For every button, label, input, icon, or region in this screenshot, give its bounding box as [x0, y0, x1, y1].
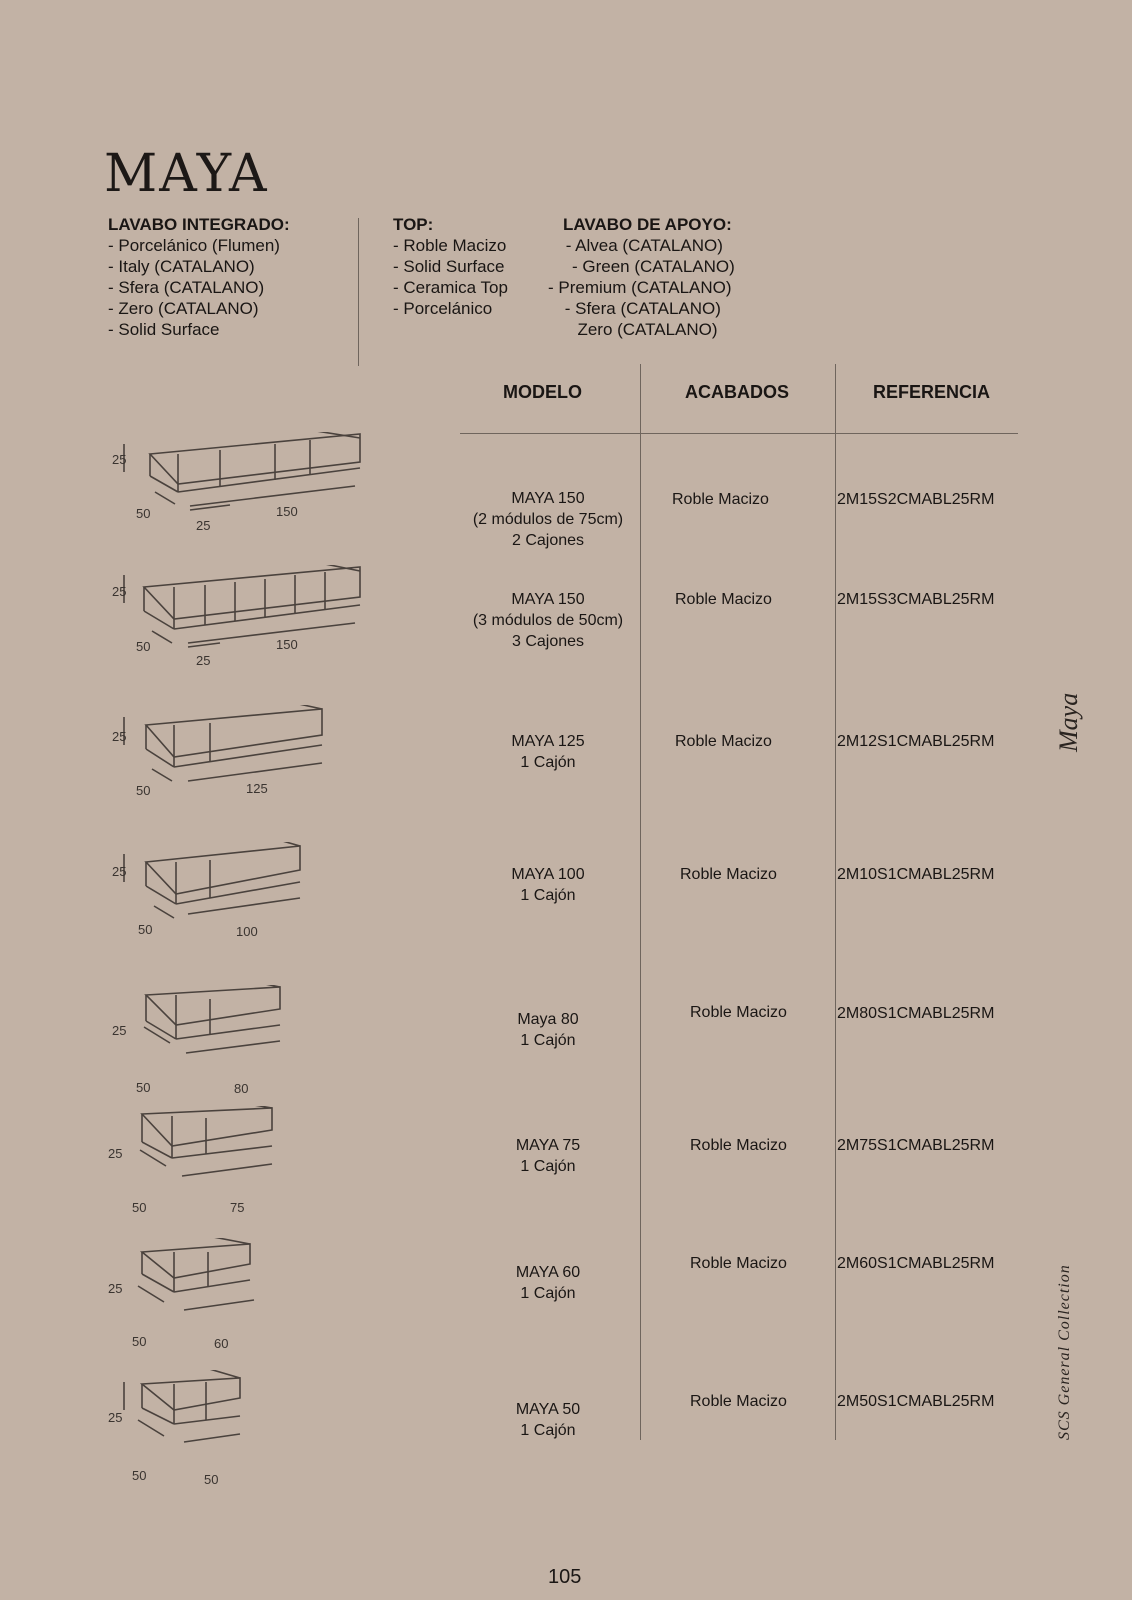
header-modelo: MODELO — [503, 382, 582, 402]
dim-width: 125 — [246, 781, 268, 796]
page-title: MAYA — [104, 144, 269, 204]
model-name: Maya 80 — [517, 1011, 579, 1028]
dim-height: 25 — [108, 1146, 123, 1161]
spec-lavabo-apoyo — [548, 214, 735, 340]
table-row-finish: Roble Macizo — [690, 1255, 787, 1272]
table-row-model — [458, 1262, 638, 1304]
table-row-finish: Roble Macizo — [690, 1004, 787, 1021]
spec-item: - Solid Surface — [393, 257, 505, 276]
model-name: MAYA 75 — [515, 1137, 581, 1154]
dim-depth: 50 — [136, 506, 151, 521]
header-divider — [460, 433, 1018, 434]
table-row-finish: Roble Macizo — [675, 733, 772, 750]
table-row-model — [458, 1399, 638, 1441]
dim-width: 150 — [276, 504, 298, 519]
side-label-collection: SCS General Collection — [1056, 1264, 1073, 1440]
page-number: 105 — [548, 1566, 582, 1588]
sketch-maya-125 — [100, 705, 340, 815]
model-drawers: 1 Cajón — [520, 1285, 576, 1302]
dim-height: 25 — [108, 1410, 123, 1425]
spec-item: - Sfera (CATALANO) — [560, 299, 721, 318]
spec-item: - Zero (CATALANO) — [108, 299, 259, 318]
dim-width: 50 — [204, 1472, 219, 1487]
model-drawers: 2 Cajones — [511, 532, 585, 549]
spec-item: - Italy (CATALANO) — [108, 257, 255, 276]
model-detail: (3 módulos de 50cm) — [472, 612, 624, 629]
dim-width: 60 — [214, 1336, 229, 1348]
dim-height: 25 — [112, 452, 127, 467]
spec-item: - Solid Surface — [108, 320, 220, 339]
dim-height: 25 — [112, 584, 127, 599]
spec-lavabo-integrado — [108, 214, 290, 340]
spec-heading: LAVABO INTEGRADO: — [108, 215, 290, 234]
sketch-maya-60 — [100, 1238, 300, 1348]
dim-width: 75 — [230, 1200, 245, 1215]
sketch-maya-50 — [100, 1370, 300, 1490]
spec-heading: LAVABO DE APOYO: — [563, 215, 732, 234]
dim-depth: 50 — [138, 922, 153, 937]
model-drawers: 1 Cajón — [520, 887, 576, 904]
table-row-finish: Roble Macizo — [680, 866, 777, 883]
model-name: MAYA 150 — [511, 490, 585, 507]
spec-item: - Green (CATALANO) — [572, 257, 735, 276]
spec-item: - Sfera (CATALANO) — [108, 278, 265, 297]
dim-height: 25 — [112, 864, 127, 879]
model-drawers: 1 Cajón — [520, 754, 576, 771]
table-row-finish: Roble Macizo — [672, 491, 769, 508]
spec-heading: TOP: — [393, 215, 434, 234]
table-row-ref: 2M15S3CMABL25RM — [837, 591, 995, 608]
model-drawers: 3 Cajones — [511, 633, 585, 650]
dim-width: 100 — [236, 924, 258, 939]
spec-item: Zero (CATALANO) — [568, 320, 718, 339]
column-divider — [835, 364, 836, 1440]
table-row-ref: 2M75S1CMABL25RM — [837, 1137, 995, 1154]
spec-item: - Alvea (CATALANO) — [561, 236, 723, 255]
sketch-maya-150-2 — [100, 432, 380, 542]
table-row-finish: Roble Macizo — [675, 591, 772, 608]
table-row-model — [458, 589, 638, 652]
dim-depth: 50 — [132, 1468, 147, 1483]
table-row-finish: Roble Macizo — [690, 1137, 787, 1154]
table-row-finish: Roble Macizo — [690, 1393, 787, 1410]
model-name: MAYA 50 — [515, 1401, 581, 1418]
dim-depth: 50 — [136, 783, 151, 798]
model-drawers: 1 Cajón — [520, 1032, 576, 1049]
spec-item: - Ceramica Top — [393, 278, 508, 297]
side-label: Maya — [1054, 692, 1083, 752]
table-row-model — [458, 864, 638, 906]
dim-depth: 50 — [136, 639, 151, 654]
model-name: MAYA 100 — [511, 866, 585, 883]
spec-item: - Porcelánico (Flumen) — [108, 236, 280, 255]
header-acabados: ACABADOS — [685, 382, 790, 402]
dim-width: 150 — [276, 637, 298, 652]
dim-width: 80 — [234, 1081, 249, 1095]
dim-depth: 50 — [132, 1200, 147, 1215]
divider — [358, 218, 359, 366]
model-name: MAYA 60 — [515, 1264, 581, 1281]
table-row-ref: 2M50S1CMABL25RM — [837, 1393, 995, 1410]
dim-extra: 25 — [196, 518, 211, 533]
model-drawers: 1 Cajón — [520, 1158, 576, 1175]
dim-depth: 50 — [132, 1334, 147, 1348]
dim-height: 25 — [112, 1023, 127, 1038]
table-row-model — [458, 1009, 638, 1051]
table-row-model — [458, 488, 638, 551]
spec-top — [393, 214, 508, 319]
dim-height: 25 — [112, 729, 127, 744]
table-row-ref: 2M10S1CMABL25RM — [837, 866, 995, 883]
table-row-ref: 2M15S2CMABL25RM — [837, 491, 995, 508]
table-row-ref: 2M12S1CMABL25RM — [837, 733, 995, 750]
dim-depth: 50 — [136, 1080, 151, 1095]
spec-item: - Porcelánico — [393, 299, 493, 318]
spec-item: - Premium (CATALANO) — [548, 278, 732, 297]
table-row-model — [458, 1135, 638, 1177]
dim-extra: 25 — [196, 653, 211, 668]
sketch-maya-75 — [100, 1106, 300, 1216]
model-name: MAYA 125 — [511, 733, 585, 750]
dim-height: 25 — [108, 1281, 123, 1296]
sketch-maya-100 — [100, 842, 320, 952]
model-name: MAYA 150 — [511, 591, 585, 608]
sketch-maya-80 — [100, 985, 300, 1095]
spec-item: - Roble Macizo — [393, 236, 507, 255]
table-row-ref: 2M80S1CMABL25RM — [837, 1005, 995, 1022]
table-row-ref: 2M60S1CMABL25RM — [837, 1255, 995, 1272]
model-detail: (2 módulos de 75cm) — [472, 511, 624, 528]
model-drawers: 1 Cajón — [520, 1422, 576, 1439]
header-referencia: REFERENCIA — [873, 382, 991, 402]
table-row-model — [458, 731, 638, 773]
column-divider — [640, 364, 641, 1440]
sketch-maya-150-3 — [100, 565, 380, 680]
